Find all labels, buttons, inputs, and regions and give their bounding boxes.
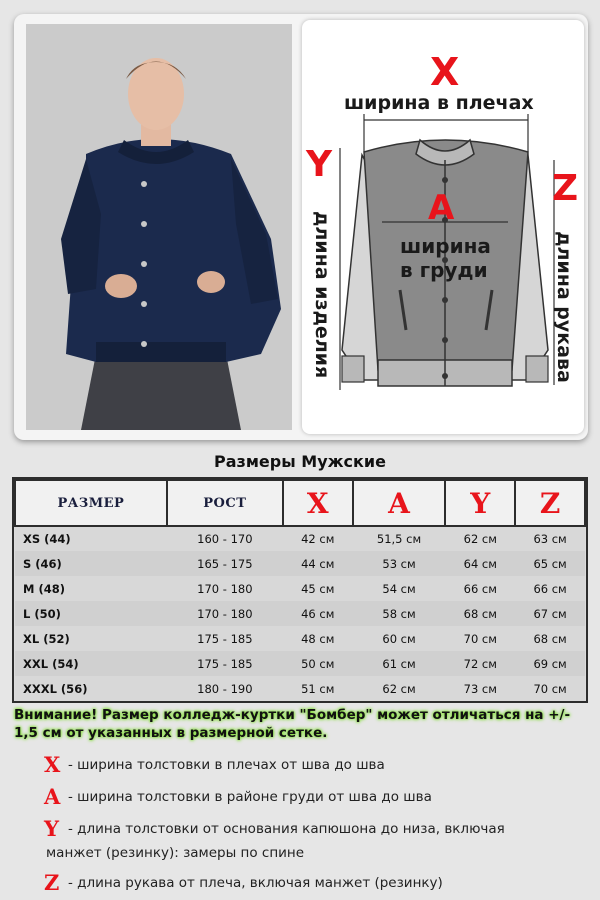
cell-height: 170 - 180 — [167, 601, 283, 626]
table-row — [15, 676, 585, 701]
cell-z: 67 см — [515, 601, 585, 626]
legend-letter-z: Z — [44, 870, 60, 895]
cell-size: L (50) — [15, 601, 167, 626]
table-title: Размеры Мужские — [214, 452, 386, 471]
cell-z: 68 см — [515, 626, 585, 651]
a-letter: A — [428, 188, 455, 228]
cell-z: 66 см — [515, 576, 585, 601]
cell-x: 48 см — [283, 626, 353, 651]
z-letter: Z — [552, 168, 579, 209]
cell-size: XL (52) — [15, 626, 167, 651]
cell-x: 44 см — [283, 551, 353, 576]
cell-x: 50 см — [283, 651, 353, 676]
cell-height: 175 - 185 — [167, 651, 283, 676]
legend-letter-y: Y — [44, 816, 59, 841]
header-y: Y — [445, 480, 515, 526]
cell-y: 68 см — [445, 601, 515, 626]
cell-height: 175 - 185 — [167, 626, 283, 651]
cell-a: 62 см — [353, 676, 446, 701]
cell-size: M (48) — [15, 576, 167, 601]
model-photo — [26, 24, 292, 430]
cell-y: 72 см — [445, 651, 515, 676]
legend-item-a — [44, 784, 584, 810]
chest-label-1: ширина — [400, 234, 491, 258]
top-card — [14, 14, 588, 440]
table-row — [15, 551, 585, 576]
legend-item-y — [44, 816, 584, 842]
table-row — [15, 626, 585, 651]
cell-a: 54 см — [353, 576, 446, 601]
cell-a: 58 см — [353, 601, 446, 626]
cell-y: 66 см — [445, 576, 515, 601]
table-row — [15, 576, 585, 601]
length-label: длина изделия — [311, 211, 333, 379]
table-header-row — [15, 480, 585, 526]
model-illustration — [26, 24, 292, 430]
cell-z: 63 см — [515, 526, 585, 551]
legend-letter-x: X — [44, 752, 61, 777]
shoulders-label: ширина в плечах — [344, 92, 534, 114]
legend-text-x: - ширина толстовки в плечах от шва до шва — [68, 757, 385, 773]
cell-a: 60 см — [353, 626, 446, 651]
header-height: РОСТ — [167, 480, 283, 526]
cell-a: 53 см — [353, 551, 446, 576]
cell-x: 45 см — [283, 576, 353, 601]
chest-label-2: в груди — [400, 258, 488, 282]
table-row — [15, 601, 585, 626]
header-a: A — [353, 480, 446, 526]
cell-size: XXXL (56) — [15, 676, 167, 701]
x-letter: X — [430, 50, 460, 94]
legend-item-y-cont — [44, 842, 584, 864]
legend-text-y: - длина толстовки от основания капюшона до низа, включая — [68, 821, 505, 837]
legend — [44, 752, 584, 900]
cell-size: XXL (54) — [15, 651, 167, 676]
sleeve-label: длина рукава — [553, 231, 575, 383]
legend-text-a: - ширина толстовки в районе груди от шва до шва — [68, 789, 432, 805]
size-table — [12, 477, 588, 703]
cell-height: 165 - 175 — [167, 551, 283, 576]
legend-letter-a: A — [44, 784, 61, 809]
cell-a: 61 см — [353, 651, 446, 676]
legend-text-y-2: манжет (резинку): замеры по спине — [46, 845, 305, 861]
header-size: РАЗМЕР — [15, 480, 167, 526]
cell-height: 180 - 190 — [167, 676, 283, 701]
cell-z: 70 см — [515, 676, 585, 701]
cell-y: 62 см — [445, 526, 515, 551]
cell-a: 51,5 см — [353, 526, 446, 551]
cell-z: 69 см — [515, 651, 585, 676]
cell-x: 42 см — [283, 526, 353, 551]
legend-item-z — [44, 870, 584, 896]
legend-item-x — [44, 752, 584, 778]
cell-x: 51 см — [283, 676, 353, 701]
cell-size: S (46) — [15, 551, 167, 576]
cell-size: XS (44) — [15, 526, 167, 551]
cell-y: 70 см — [445, 626, 515, 651]
cell-x: 46 см — [283, 601, 353, 626]
legend-text-z: - длина рукава от плеча, включая манжет (резинку) — [68, 875, 443, 891]
warning-note: Внимание! Размер колледж-куртки "Бомбер" может отличаться на +/- 1,5 см от указанных в размерной сетке. — [14, 707, 571, 741]
cell-height: 170 - 180 — [167, 576, 283, 601]
measurement-diagram — [302, 20, 584, 434]
cell-y: 64 см — [445, 551, 515, 576]
table-row — [15, 651, 585, 676]
table-row — [15, 526, 585, 551]
cell-z: 65 см — [515, 551, 585, 576]
cell-y: 73 см — [445, 676, 515, 701]
header-z: Z — [515, 480, 585, 526]
header-x: X — [283, 480, 353, 526]
cell-height: 160 - 170 — [167, 526, 283, 551]
y-letter: Y — [306, 144, 333, 185]
